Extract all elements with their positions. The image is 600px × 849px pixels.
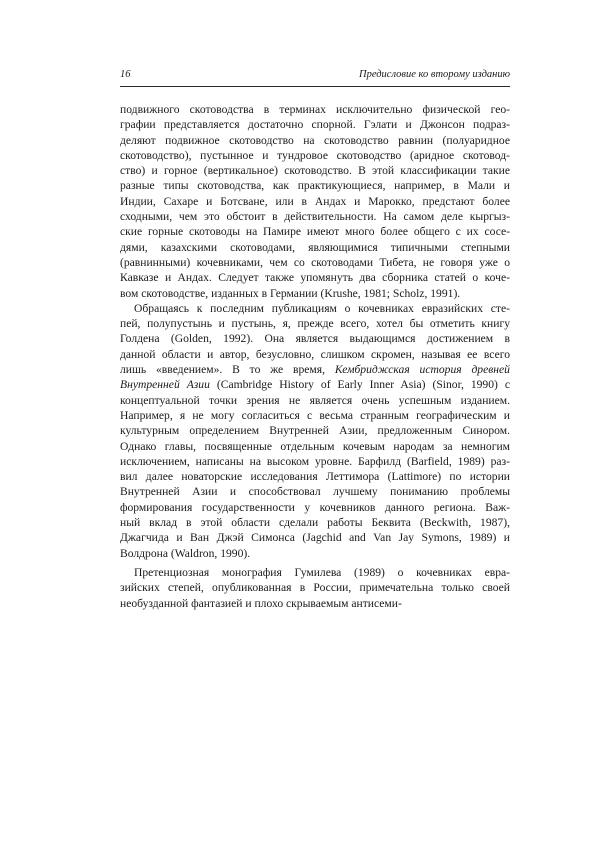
text-line: зийских степей, опубликованная в России, примечательна только своей: [120, 581, 510, 595]
text-line: деляют подвижное скотоводство на скотоводство равнин (полуаридное: [120, 133, 510, 147]
text-line: скотоводство), пустынное и тундровое скотоводство (аридное скотовод-: [120, 148, 510, 162]
text-line: ские горные скотоводы на Памире имеют много более общего с их сосе-: [120, 225, 510, 239]
text-line: исключением, написаны на высоком уровне. Барфилд (Barfield, 1989) раз-: [120, 454, 510, 468]
book-title-italic: Внутренней Азии: [120, 378, 210, 392]
running-header: [120, 68, 510, 86]
text-line: Джагчида и Ван Джэй Симонса (Jagchid and Van Jay Symons, 1989) и: [120, 531, 510, 545]
text-line: Волдрона (Waldron, 1990).: [120, 546, 251, 560]
header-rule: [120, 86, 510, 87]
text-line: дями, казахскими скотоводами, являющимися типичными степными: [120, 240, 510, 254]
text-line: ный вклад в этой области сделали работы Беквита (Beckwith, 1987),: [120, 516, 510, 530]
text-line: необузданной фантазией и плохо скрываемым антисеми-: [120, 596, 402, 610]
text-line: подвижного скотоводства в терминах исключительно физической гео-: [120, 103, 510, 116]
text-line: вом скотоводстве, изданных в Германии (Krushe, 1981; Scholz, 1991).: [120, 286, 461, 300]
text-line: формирования государственности у кочевников данного региона. Важ-: [120, 500, 510, 514]
running-title: Предисловие ко второму изданию: [359, 69, 510, 80]
text-line: ство) и горное (вертикальное) скотоводство. В этой классификации такие: [120, 164, 510, 178]
book-title-italic: Кембриджская история древней: [334, 363, 510, 377]
text-line: Индии, Сахаре и Ботсване, или в Андах и Марокко, предстают более: [120, 194, 510, 208]
text-line: Обращаясь к последним публикациям о кочевниках евразийских сте-: [134, 301, 510, 315]
page-number: 16: [120, 69, 131, 80]
text-line: сходными, чем это обстоит в действительности. На самом деле кыргыз-: [120, 210, 510, 224]
text-run: лишь «введением». В то же время,: [120, 363, 335, 377]
main-text: [120, 102, 510, 611]
text-line: Например, я не могу согласиться с весьма странным географическим и: [120, 408, 510, 422]
text-line: данной области и автор, безусловно, слишком скромен, называя ее всего: [120, 347, 510, 361]
text-line: концептуальной точки зрения не является очень успешным изданием.: [120, 393, 510, 407]
text-line: Однако главы, посвященные отдельным кочевым народам за немногим: [120, 439, 510, 453]
text-line: культурным определением Внутренней Азии, предложенным Синором.: [120, 424, 510, 438]
text-line: (равнинными) кочевниками, чем со скотоводами Тибета, не говоря уже о: [120, 255, 510, 269]
text-line-with-italic: [120, 362, 510, 377]
text-line: Голдена (Golden, 1992). Она является выдающимся достижением в: [120, 332, 510, 346]
text-line-with-italic: [120, 377, 510, 392]
text-line: вил далее новаторские исследования Леттимора (Lattimore) по истории: [120, 470, 510, 484]
text-line: пей, полупустынь и пустынь, я, прежде всего, хотел бы отметить книгу: [120, 317, 510, 331]
text-line: Внутренней Азии и способствовал лучшему пониманию проблемы: [120, 485, 510, 499]
text-line: разные типы скотоводства, как практикующиеся, например, в Мали и: [120, 179, 510, 193]
text-line: Кавказе и Андах. Следует также упомянуть два сборника статей о коче-: [120, 271, 510, 285]
text-line: Претенциозная монография Гумилева (1989) о кочевниках евра-: [134, 565, 510, 579]
text-line: графии представляется достаточно спорной. Гэлати и Джонсон подраз-: [120, 118, 510, 132]
text-run: (Cambridge History of Early Inner Asia) (Sinor, 1990) с: [209, 378, 510, 392]
